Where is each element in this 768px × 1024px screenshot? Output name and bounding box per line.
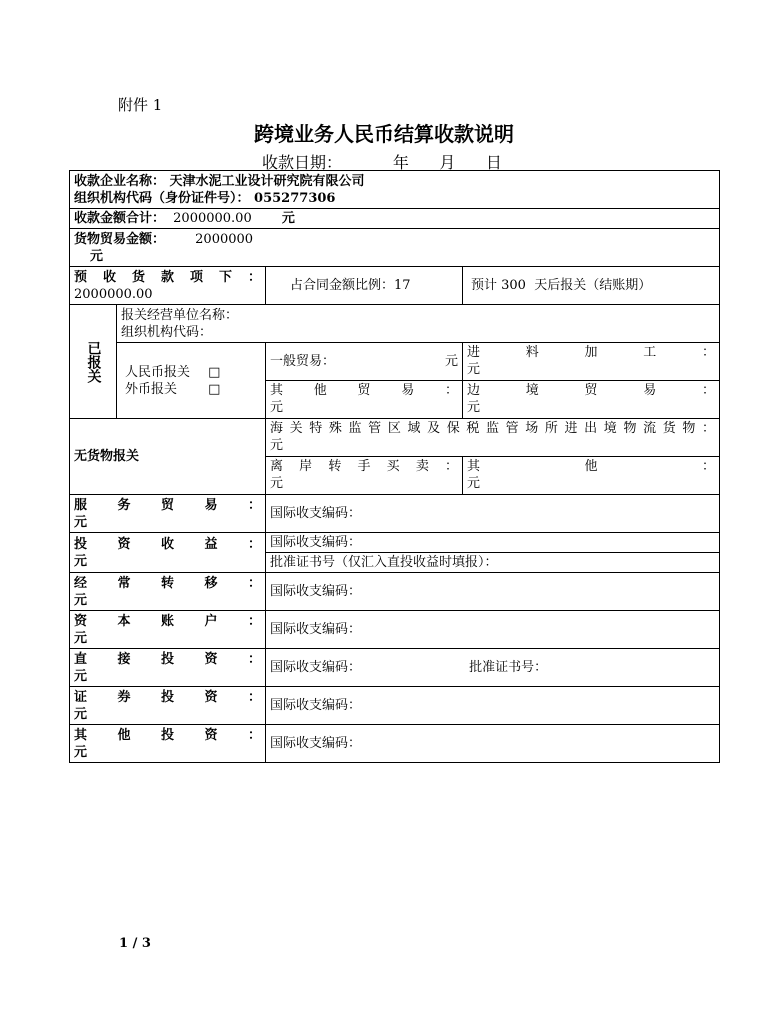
- direct-investment-unit: 元: [74, 668, 88, 684]
- declared-unit-row: [70, 305, 720, 343]
- goods-trade-label: 货物贸易金额：: [74, 231, 166, 247]
- current-transfer-row: [70, 573, 720, 611]
- border-trade-unit: 元: [467, 400, 481, 415]
- document-title: 跨境业务人民币结算收款说明: [254, 122, 514, 146]
- org-code-label: 组织机构代码（身份证件号）：: [74, 190, 250, 206]
- declared-label: 已报关: [85, 340, 102, 383]
- fx-declaration-checkbox[interactable]: □: [208, 381, 221, 397]
- receipt-form-table: [69, 170, 720, 763]
- investment-income-label: 投 资 收 益 ：: [74, 536, 261, 552]
- service-trade-row: [70, 495, 720, 533]
- declared-trade-row-1: [70, 343, 720, 381]
- customs-unit-name-label: 报关经营单位名称：: [121, 307, 239, 323]
- goods-trade-value[interactable]: 2000000: [195, 231, 254, 247]
- page-number: 1 / 3: [119, 936, 151, 951]
- other-trade-label: 其 他 贸 易 ：: [270, 383, 458, 398]
- processing-trade-unit: 元: [467, 362, 481, 377]
- total-amount-value[interactable]: 2000000.00: [173, 211, 252, 226]
- other-investment-code[interactable]: 国际收支编码：: [266, 725, 720, 763]
- other-investment-unit: 元: [74, 744, 88, 760]
- expected-declaration-cell[interactable]: 预计 300 天后报关（结账期）: [463, 267, 720, 305]
- processing-trade-label: 进 料 加 工 ：: [467, 345, 715, 360]
- customs-org-code-label: 组织机构代码：: [121, 324, 213, 340]
- special-zone-label: 海关特殊监管区域及保税监管场所进出境物流货物：: [270, 421, 715, 436]
- fx-declaration-label: 外币报关: [125, 381, 178, 397]
- service-trade-label: 服 务 贸 易 ：: [74, 497, 261, 513]
- general-trade-unit: 元: [444, 354, 458, 369]
- other-investment-label: 其 他 投 资 ：: [74, 727, 261, 743]
- investment-income-row-1: [70, 533, 720, 553]
- special-zone-unit: 元: [270, 438, 284, 453]
- current-transfer-code[interactable]: 国际收支编码：: [266, 573, 720, 611]
- goods-trade-row: [70, 229, 720, 267]
- general-trade-label: 一般贸易：: [270, 354, 336, 369]
- total-amount-unit: 元: [281, 211, 295, 226]
- other-no-goods-unit: 元: [467, 476, 481, 491]
- securities-investment-unit: 元: [74, 706, 88, 722]
- investment-income-unit: 元: [74, 553, 88, 569]
- service-trade-unit: 元: [74, 514, 88, 530]
- direct-investment-code[interactable]: 国际收支编码：: [270, 660, 362, 675]
- capital-account-unit: 元: [74, 630, 88, 646]
- investment-income-code[interactable]: 国际收支编码：: [266, 533, 720, 553]
- company-row: [70, 171, 720, 209]
- total-amount-row: [70, 209, 720, 229]
- direct-investment-approval[interactable]: 批准证书号：: [469, 660, 548, 675]
- securities-investment-row: [70, 687, 720, 725]
- capital-account-label: 资 本 账 户 ：: [74, 613, 261, 629]
- contract-ratio-cell[interactable]: 占合同金额比例：17: [266, 267, 463, 305]
- direct-investment-label: 直 接 投 资 ：: [74, 651, 261, 667]
- securities-investment-label: 证 券 投 资 ：: [74, 689, 261, 705]
- no-goods-label: 无货物报关: [70, 419, 266, 495]
- border-trade-label: 边 境 贸 易 ：: [467, 383, 715, 398]
- rmb-declaration-label: 人民币报关: [125, 364, 191, 380]
- capital-account-code[interactable]: 国际收支编码：: [266, 611, 720, 649]
- other-no-goods-label: 其 他 ：: [467, 459, 715, 474]
- direct-investment-row: [70, 649, 720, 687]
- service-trade-code[interactable]: 国际收支编码：: [266, 495, 720, 533]
- org-code-value[interactable]: 055277306: [254, 190, 336, 206]
- other-investment-row: [70, 725, 720, 763]
- offshore-trade-label: 离 岸 转 手 买 卖 ：: [270, 459, 458, 474]
- investment-income-approval[interactable]: 批准证书号（仅汇入直投收益时填报）：: [266, 553, 720, 573]
- total-amount-label: 收款金额合计：: [74, 211, 166, 226]
- securities-investment-code[interactable]: 国际收支编码：: [266, 687, 720, 725]
- capital-account-row: [70, 611, 720, 649]
- rmb-declaration-checkbox[interactable]: □: [208, 364, 221, 380]
- current-transfer-label: 经 常 转 移 ：: [74, 575, 261, 591]
- goods-trade-unit: 元: [90, 248, 104, 264]
- other-trade-unit: 元: [270, 400, 284, 415]
- attachment-label: 附件 1: [118, 96, 163, 114]
- company-name-value[interactable]: 天津水泥工业设计研究院有限公司: [169, 173, 365, 189]
- prepayment-row: [70, 267, 720, 305]
- no-goods-row-1: [70, 419, 720, 457]
- offshore-trade-unit: 元: [270, 476, 284, 491]
- prepayment-value[interactable]: 2000000.00: [74, 286, 153, 302]
- receipt-date-line: 收款日期： 年 月 日: [262, 153, 502, 172]
- company-name-label: 收款企业名称：: [74, 173, 166, 189]
- prepayment-label: 预 收 货 款 项 下 ：: [74, 269, 261, 285]
- current-transfer-unit: 元: [74, 592, 88, 608]
